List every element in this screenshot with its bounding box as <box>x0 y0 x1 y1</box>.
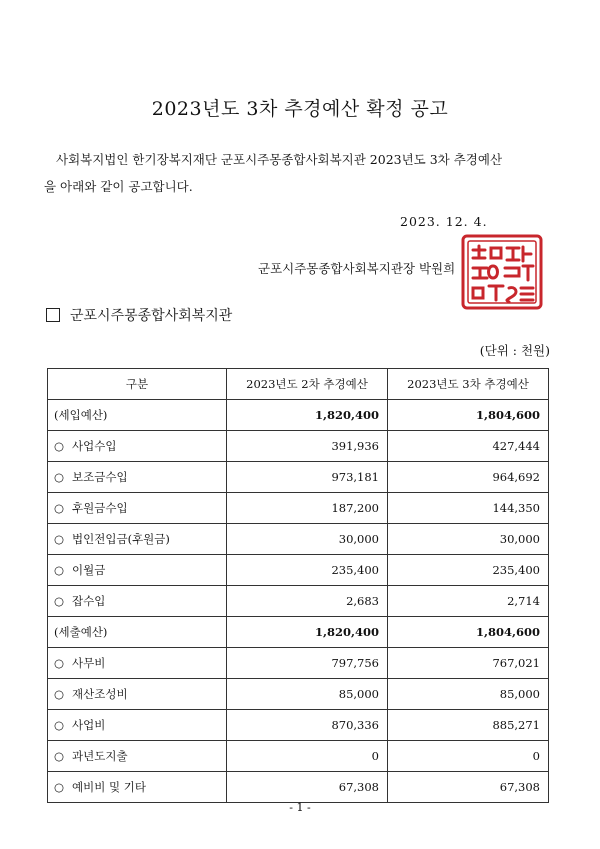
circle-bullet-icon: ○ <box>54 501 65 515</box>
row-label-cell <box>48 710 227 741</box>
official-seal-icon <box>459 232 545 312</box>
table-body <box>48 400 549 803</box>
header-3rd-supplementary: 2023년도 3차 추경예산 <box>388 369 549 400</box>
checkbox-square-icon <box>46 308 60 322</box>
announcement-date: 2023. 12. 4. <box>400 214 488 229</box>
row-label-cell <box>48 741 227 772</box>
circle-bullet-icon: ○ <box>54 656 65 670</box>
row-label: 재산조성비 <box>72 687 128 701</box>
row-label: 후원금수입 <box>72 501 128 515</box>
row-label-cell <box>48 586 227 617</box>
value-3rd-supplementary: 0 <box>388 741 549 772</box>
row-label-cell <box>48 555 227 586</box>
value-2nd-supplementary: 797,756 <box>227 648 388 679</box>
value-2nd-supplementary: 30,000 <box>227 524 388 555</box>
value-3rd-supplementary: 885,271 <box>388 710 549 741</box>
section-heading <box>46 305 232 325</box>
section-title: 군포시주몽종합사회복지관 <box>70 308 233 324</box>
table-row <box>48 524 549 555</box>
row-label-cell <box>48 431 227 462</box>
table-row <box>48 493 549 524</box>
row-label-cell <box>48 524 227 555</box>
document-title: 2023년도 3차 추경예산 확정 공고 <box>151 98 449 120</box>
circle-bullet-icon: ○ <box>54 749 65 763</box>
intro-line-1: 사회복지법인 한기장복지재단 군포시주몽종합사회복지관 2023년도 3차 추경예산 <box>56 152 503 167</box>
value-3rd-supplementary: 144,350 <box>388 493 549 524</box>
row-label: 잡수입 <box>72 594 106 608</box>
row-label: 사업수입 <box>72 439 117 453</box>
budget-table <box>47 368 549 803</box>
circle-bullet-icon: ○ <box>54 563 65 577</box>
row-label-cell <box>48 772 227 803</box>
value-2nd-supplementary: 1,820,400 <box>227 617 388 648</box>
value-3rd-supplementary: 964,692 <box>388 462 549 493</box>
row-label-cell <box>48 617 227 648</box>
value-3rd-supplementary: 1,804,600 <box>388 617 549 648</box>
row-label: 보조금수입 <box>72 470 128 484</box>
value-2nd-supplementary: 67,308 <box>227 772 388 803</box>
value-2nd-supplementary: 2,683 <box>227 586 388 617</box>
page-number: - 1 - <box>289 801 311 814</box>
table-row <box>48 431 549 462</box>
value-2nd-supplementary: 870,336 <box>227 710 388 741</box>
value-3rd-supplementary: 427,444 <box>388 431 549 462</box>
row-label: 법인전입금(후원금) <box>72 532 170 546</box>
row-label: 이월금 <box>72 563 106 577</box>
table-row <box>48 462 549 493</box>
row-label-cell <box>48 679 227 710</box>
table-row <box>48 679 549 710</box>
table-row <box>48 555 549 586</box>
circle-bullet-icon: ○ <box>54 687 65 701</box>
value-3rd-supplementary: 30,000 <box>388 524 549 555</box>
value-2nd-supplementary: 235,400 <box>227 555 388 586</box>
row-label-cell <box>48 462 227 493</box>
row-label: (세입예산) <box>54 408 108 422</box>
table-row <box>48 648 549 679</box>
circle-bullet-icon: ○ <box>54 780 65 794</box>
row-label: 사업비 <box>72 718 106 732</box>
unit-note: (단위 : 천원) <box>479 343 550 358</box>
table-header-row <box>48 369 549 400</box>
row-label: 예비비 및 기타 <box>72 780 147 794</box>
value-3rd-supplementary: 767,021 <box>388 648 549 679</box>
row-label-cell <box>48 648 227 679</box>
row-label: (세출예산) <box>54 625 108 639</box>
value-3rd-supplementary: 1,804,600 <box>388 400 549 431</box>
circle-bullet-icon: ○ <box>54 470 65 484</box>
circle-bullet-icon: ○ <box>54 439 65 453</box>
circle-bullet-icon: ○ <box>54 532 65 546</box>
intro-paragraph <box>44 146 564 200</box>
circle-bullet-icon: ○ <box>54 594 65 608</box>
table-row <box>48 586 549 617</box>
table-row <box>48 772 549 803</box>
table-row <box>48 400 549 431</box>
value-3rd-supplementary: 2,714 <box>388 586 549 617</box>
value-2nd-supplementary: 973,181 <box>227 462 388 493</box>
row-label: 사무비 <box>72 656 106 670</box>
signer-name: 군포시주몽종합사회복지관장 박원희 <box>258 261 456 276</box>
value-3rd-supplementary: 235,400 <box>388 555 549 586</box>
table-row <box>48 617 549 648</box>
value-2nd-supplementary: 1,820,400 <box>227 400 388 431</box>
row-label-cell <box>48 493 227 524</box>
header-2nd-supplementary: 2023년도 2차 추경예산 <box>227 369 388 400</box>
value-2nd-supplementary: 85,000 <box>227 679 388 710</box>
row-label: 과년도지출 <box>72 749 128 763</box>
intro-line-2: 을 아래와 같이 공고합니다. <box>44 179 193 194</box>
value-2nd-supplementary: 0 <box>227 741 388 772</box>
value-2nd-supplementary: 187,200 <box>227 493 388 524</box>
table-row <box>48 741 549 772</box>
circle-bullet-icon: ○ <box>54 718 65 732</box>
header-category: 구분 <box>48 369 227 400</box>
value-2nd-supplementary: 391,936 <box>227 431 388 462</box>
table-row <box>48 710 549 741</box>
value-3rd-supplementary: 67,308 <box>388 772 549 803</box>
row-label-cell <box>48 400 227 431</box>
value-3rd-supplementary: 85,000 <box>388 679 549 710</box>
